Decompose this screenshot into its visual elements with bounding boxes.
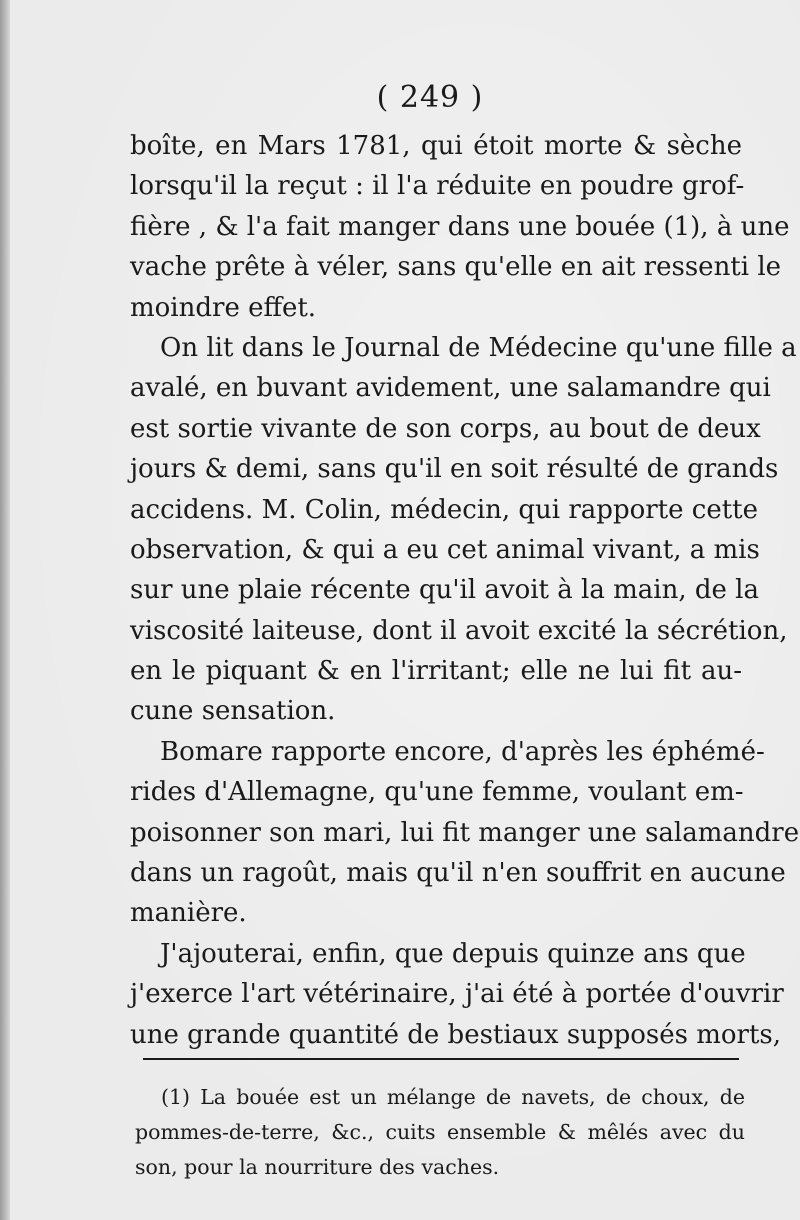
text-line: boîte, en Mars 1781, qui étoit morte & sèche: [130, 131, 742, 161]
text-line: vache prête à véler, sans qu'elle en ait ressenti le: [130, 252, 782, 283]
page-binding-edge: [0, 0, 10, 1220]
text-line: On lit dans le Journal de Médecine qu'une fille a: [160, 332, 797, 363]
text-line: jours & demi, sans qu'il en soit résulté de grands: [130, 454, 779, 485]
text-line: Bomare rapporte encore, d'après les éphémé-: [160, 736, 765, 767]
text-line: rides d'Allemagne, qu'une femme, voulant em-: [130, 777, 744, 808]
text-line: une grande quantité de bestiaux supposés morts,: [130, 1019, 782, 1050]
footnote-divider: [143, 1058, 739, 1060]
text-line: viscosité laiteuse, dont il avoit excité la sécrétion,: [130, 615, 788, 646]
text-line: moindre effet.: [130, 292, 317, 323]
text-line: en le piquant & en l'irritant; elle ne lui fit au-: [130, 656, 742, 687]
footnote: [135, 1080, 745, 1185]
text-line: accidens. M. Colin, médecin, qui rapporte cette: [130, 494, 759, 525]
text-line: J'ajouterai, enfin, que depuis quinze ans que: [160, 938, 746, 969]
text-line: avalé, en buvant avidement, une salamandre qui: [130, 373, 771, 404]
text-line: fière , & l'a fait manger dans une bouée (1), à une: [130, 211, 790, 242]
text-line: est sortie vivante de son corps, au bout de deux: [130, 413, 761, 444]
text-line: observation, & qui a eu cet animal vivant, a mis: [130, 534, 760, 565]
footnote-line: (1) La bouée est un mélange de navets, de choux, de: [161, 1085, 745, 1109]
text-line: manière.: [130, 898, 247, 929]
text-line: sur une plaie récente qu'il avoit à la main, de la: [130, 575, 759, 606]
main-text: [130, 126, 800, 1055]
text-line: j'exerce l'art vétérinaire, j'ai été à portée d'ouvrir: [130, 979, 784, 1010]
page-number: ( 249 ): [376, 80, 484, 115]
footnote-line: son, pour la nourriture des vaches.: [135, 1155, 500, 1179]
text-line: poisonner son mari, lui fit manger une salamandre: [130, 817, 800, 848]
text-line: lorsqu'il la reçut : il l'a réduite en poudre grof-: [130, 171, 745, 202]
text-line: dans un ragoût, mais qu'il n'en souffrit en aucune: [130, 858, 786, 889]
footnote-line: pommes-de-terre, &c., cuits ensemble & mêlés avec du: [135, 1120, 745, 1144]
text-line: cune sensation.: [130, 696, 336, 727]
